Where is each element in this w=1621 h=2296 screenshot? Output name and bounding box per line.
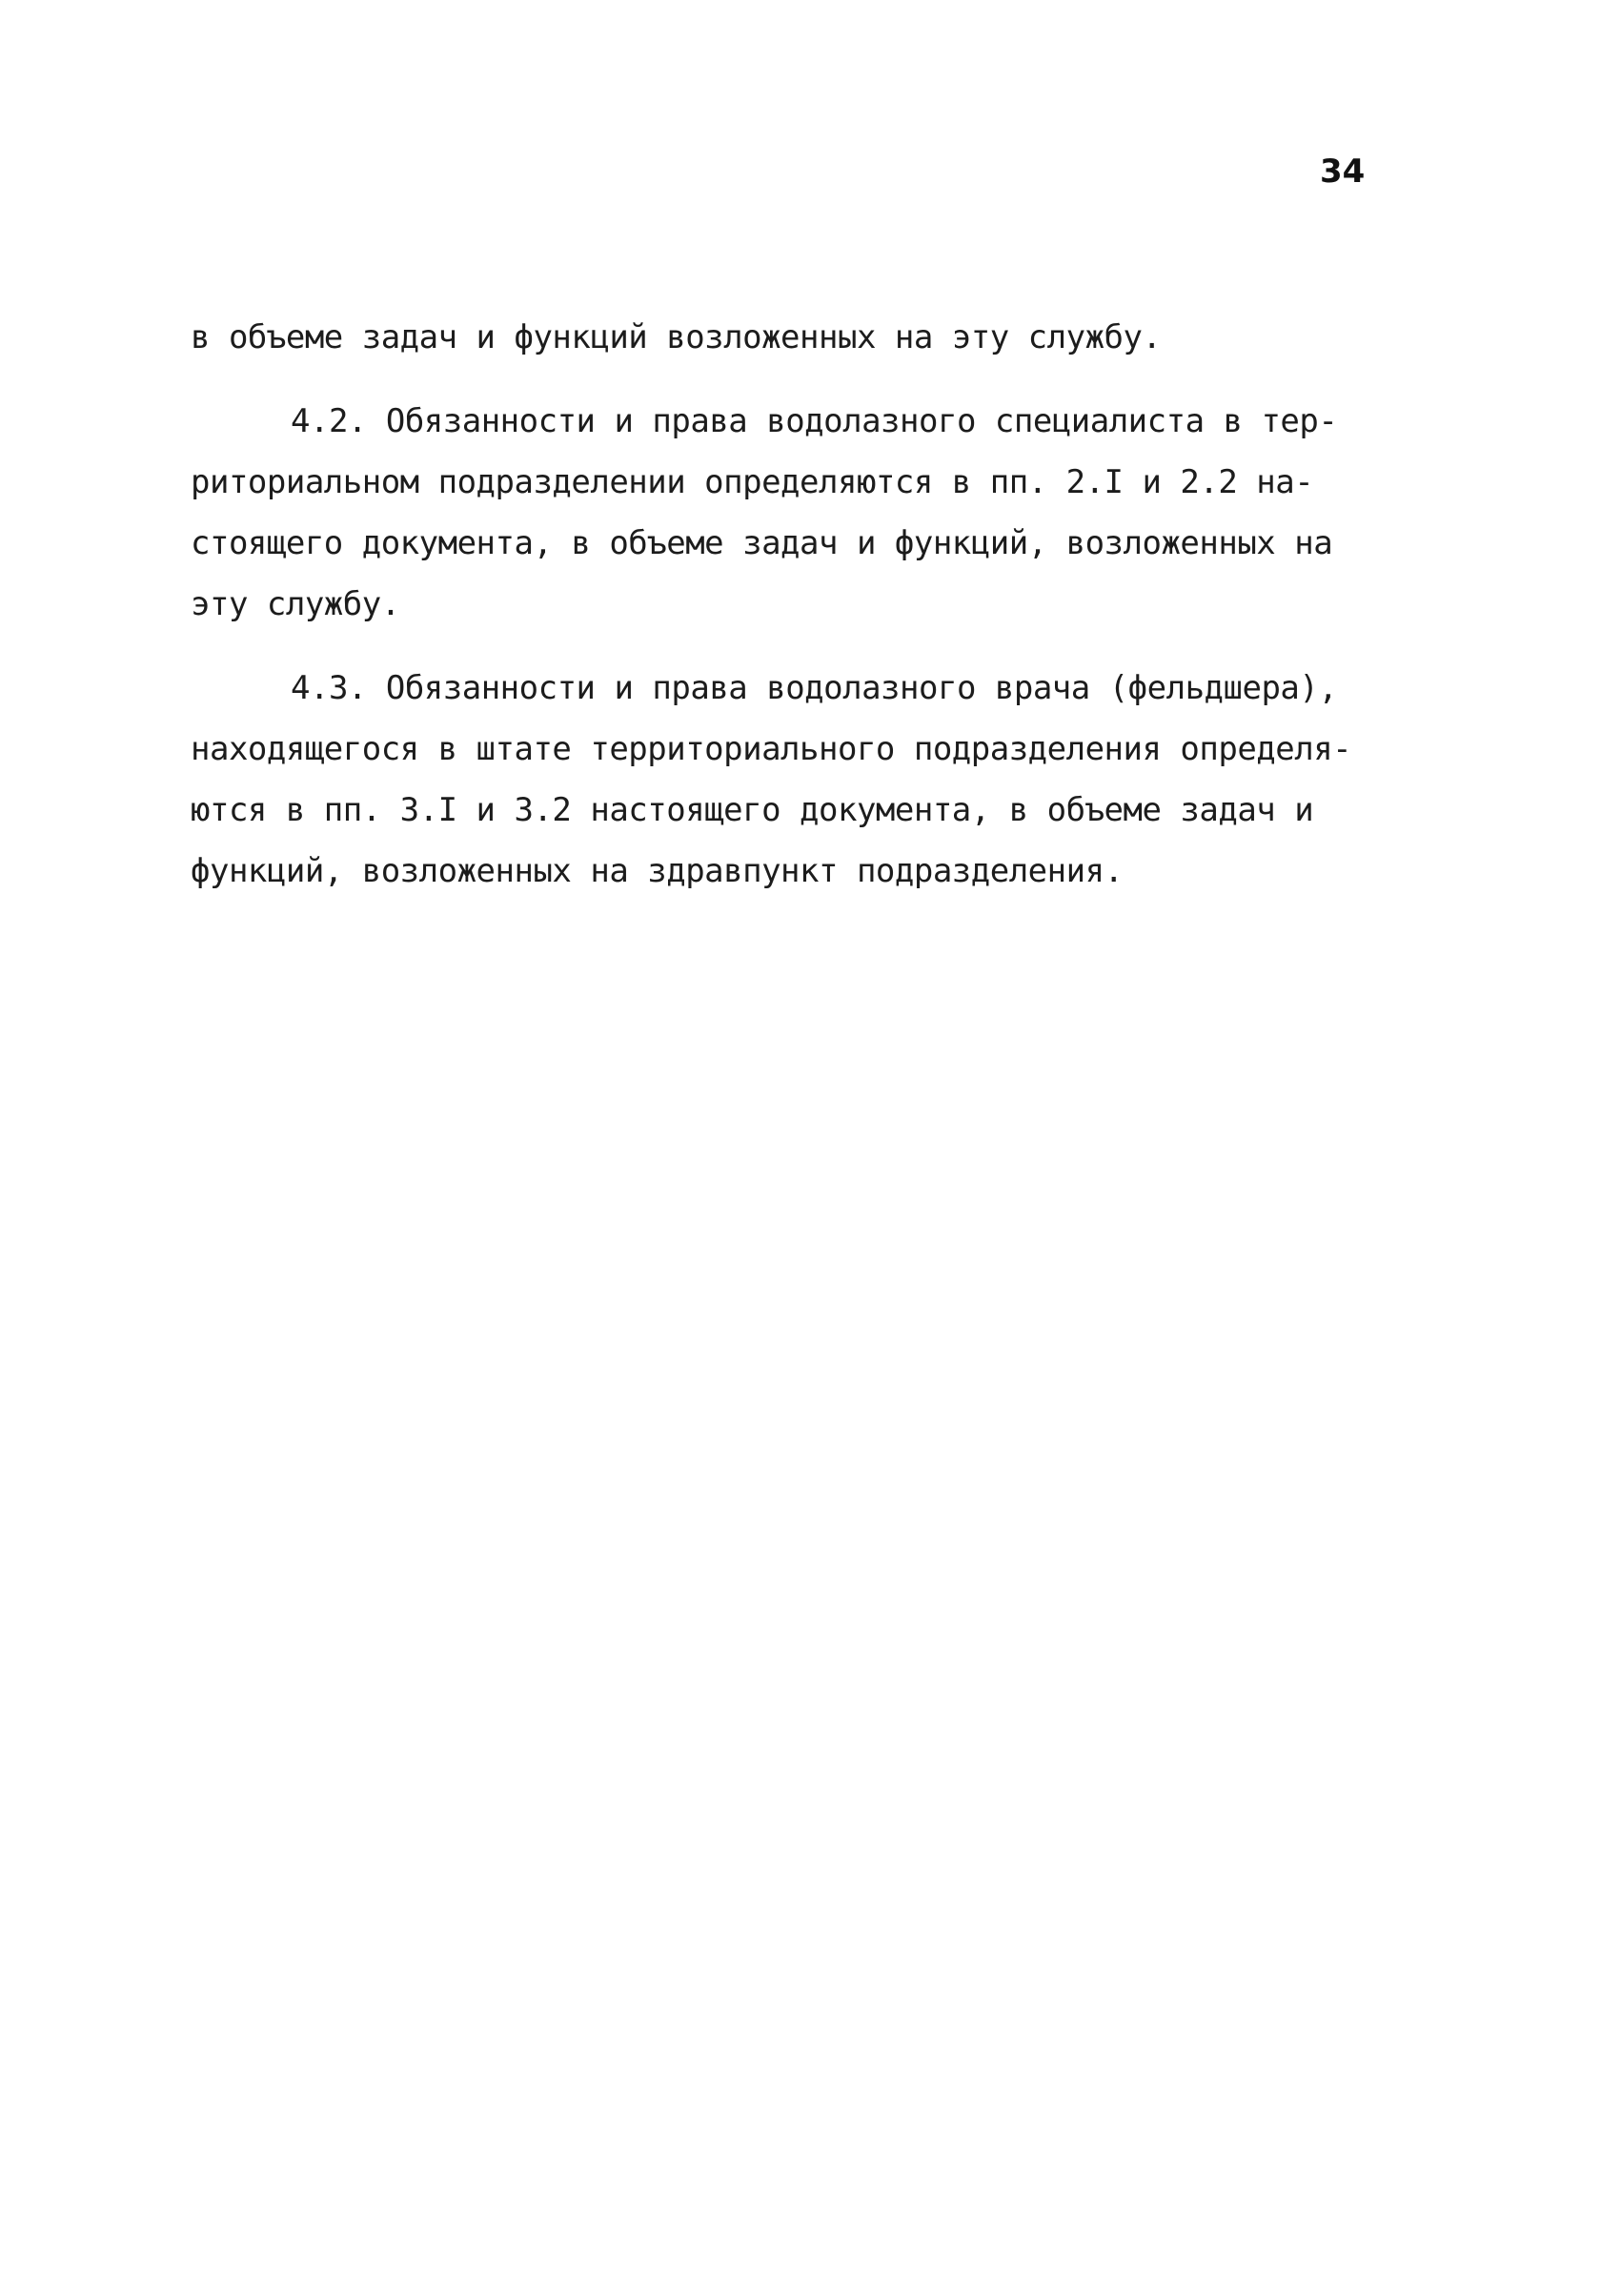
text-line: стоящего документа, в объеме задач и функций, возложенных на — [191, 524, 1333, 562]
paragraph-gap — [191, 635, 1458, 658]
paragraph-4-3 — [191, 658, 1458, 902]
text-line: функций, возложенных на здравпункт подразделения. — [191, 852, 1124, 890]
text-line: 4.2. Обязанности и права водолазного специалиста в тер- — [291, 402, 1338, 440]
paragraph-4-2 — [191, 391, 1458, 635]
text-line: эту службу. — [191, 585, 400, 623]
text-line: риториальном подразделении определяются в пп. 2.I и 2.2 на- — [191, 463, 1314, 501]
text-line: ются в пп. 3.I и 3.2 настоящего документа, в объеме задач и — [191, 791, 1314, 829]
document-body — [191, 307, 1458, 902]
text-line: находящегося в штате территориального подразделения определя- — [191, 730, 1352, 768]
paragraph-gap — [191, 368, 1458, 391]
page-number: 34 — [1320, 152, 1366, 191]
text-line: в объеме задач и функций возложенных на эту службу. — [191, 318, 1162, 356]
text-line: 4.3. Обязанности и права водолазного врача (фельдшера), — [291, 669, 1338, 707]
paragraph-continuation — [191, 307, 1458, 368]
